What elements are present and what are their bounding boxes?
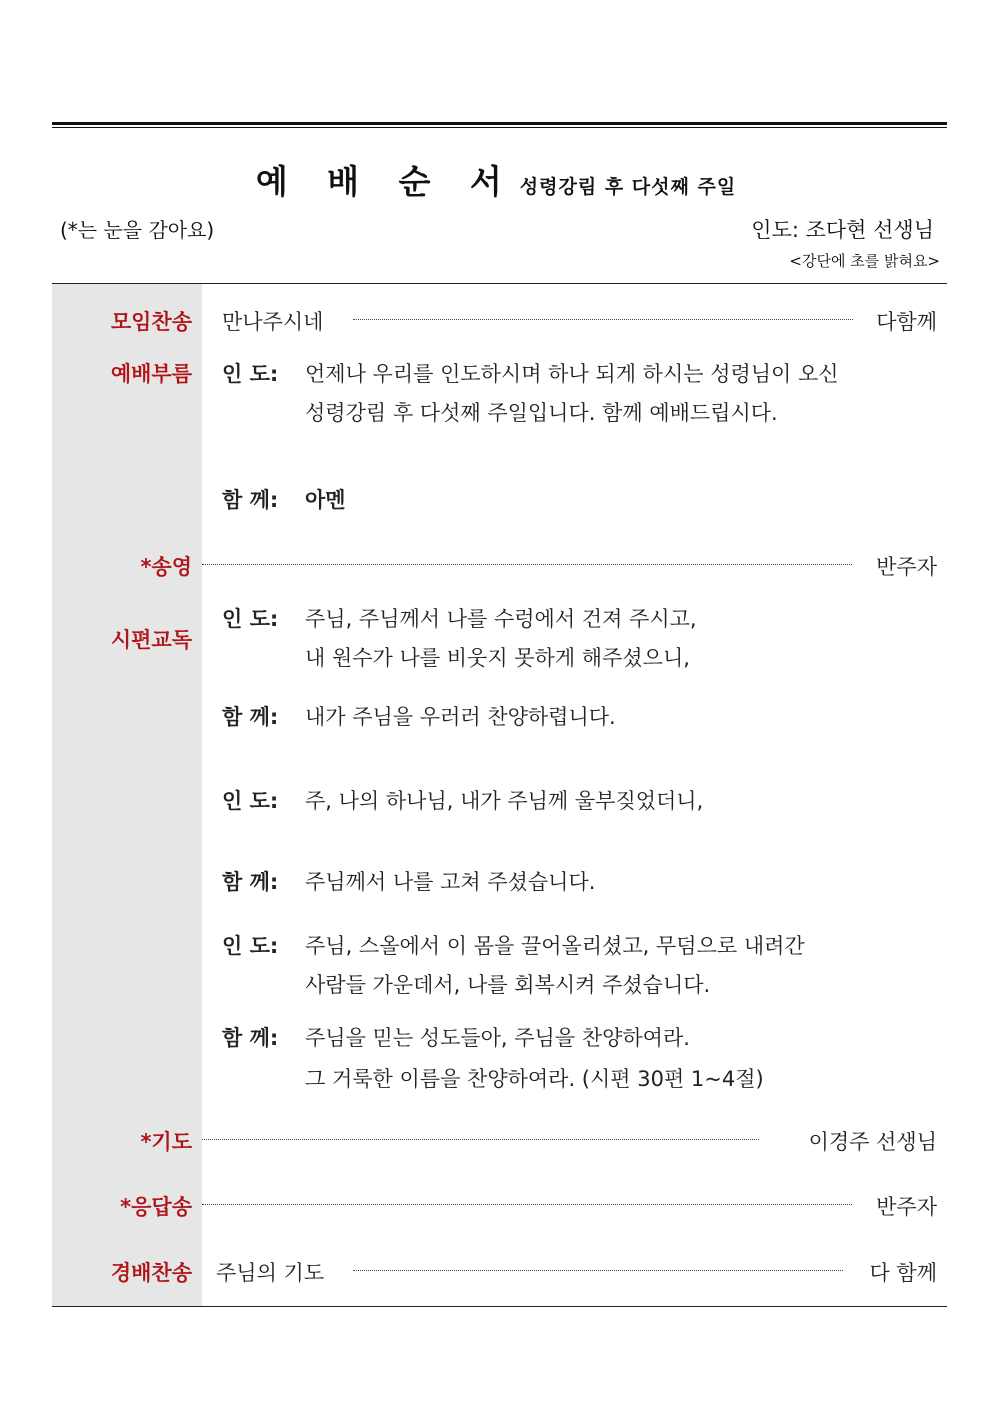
response-amen: 아멘 — [305, 488, 346, 512]
speaker-tag: 함 께: — [222, 1026, 279, 1050]
doxology-label: *송영 — [140, 555, 192, 579]
leader-dots — [202, 564, 852, 565]
gathering-hymn-by: 다함께 — [876, 310, 937, 334]
prayer-by: 이경주 선생님 — [808, 1130, 937, 1154]
reading-line: 언제나 우리를 인도하시며 하나 되게 하시는 성령님이 오신 — [305, 362, 839, 386]
reading-line: 주님, 주님께서 나를 수렁에서 건져 주시고, — [305, 607, 697, 631]
worship-hymn-label: 경배찬송 — [110, 1261, 192, 1285]
reading-line: 주님을 믿는 성도들아, 주님을 찬양하여라. — [305, 1026, 690, 1050]
reading-line: 내가 주님을 우러러 찬양하렵니다. — [305, 705, 616, 729]
page-subtitle: 성령강림 후 다섯째 주일 — [519, 176, 737, 198]
speaker-tag: 함 께: — [222, 870, 279, 894]
speaker-tag: 인 도: — [222, 362, 279, 386]
gathering-hymn-title: 만나주시네 — [222, 310, 324, 334]
reading-line: 주님, 스올에서 이 몸을 끌어올리셨고, 무덤으로 내려간 — [305, 934, 805, 958]
leader-dots — [353, 1270, 843, 1271]
speaker-tag: 인 도: — [222, 607, 279, 631]
reading-line: 주님께서 나를 고쳐 주셨습니다. — [305, 870, 596, 894]
reading-line: 내 원수가 나를 비웃지 못하게 해주셨으니, — [305, 646, 690, 670]
top-double-rule — [52, 122, 947, 125]
psalm-reading-label: 시편교독 — [110, 628, 192, 652]
worship-leader: 인도: 조다현 선생님 — [751, 218, 934, 242]
reading-line: 주, 나의 하나님, 내가 주님께 울부짖었더니, — [305, 789, 704, 813]
eyes-closed-note: (*는 눈을 감아요) — [60, 218, 215, 242]
doxology-by: 반주자 — [876, 555, 937, 579]
worship-hymn-by: 다 함께 — [869, 1261, 937, 1285]
reading-line: 사람들 가운데서, 나를 회복시켜 주셨습니다. — [305, 973, 711, 997]
speaker-tag: 함 께: — [222, 705, 279, 729]
reading-line: 그 거룩한 이름을 찬양하여라. (시편 30편 1~4절) — [305, 1067, 764, 1091]
page-title: 예 배 순 서 — [255, 162, 516, 201]
reading-line: 성령강림 후 다섯째 주일입니다. 함께 예배드립시다. — [305, 401, 778, 425]
response-song-by: 반주자 — [876, 1195, 937, 1219]
speaker-tag: 인 도: — [222, 789, 279, 813]
worship-hymn-title: 주님의 기도 — [216, 1261, 325, 1285]
top-double-rule-thin — [52, 127, 947, 128]
prayer-label: *기도 — [140, 1130, 192, 1154]
call-to-worship-label: 예배부름 — [110, 362, 192, 386]
candle-note: <강단에 초를 밝혀요> — [789, 252, 940, 270]
leader-dots — [353, 319, 853, 320]
response-song-label: *응답송 — [120, 1195, 192, 1219]
gathering-hymn-label: 모임찬송 — [110, 310, 192, 334]
leader-dots — [202, 1139, 759, 1140]
speaker-tag: 함 께: — [222, 488, 279, 512]
speaker-tag: 인 도: — [222, 934, 279, 958]
section-rule-bottom — [52, 1306, 947, 1307]
leader-dots — [202, 1204, 852, 1205]
title-block — [0, 156, 992, 203]
